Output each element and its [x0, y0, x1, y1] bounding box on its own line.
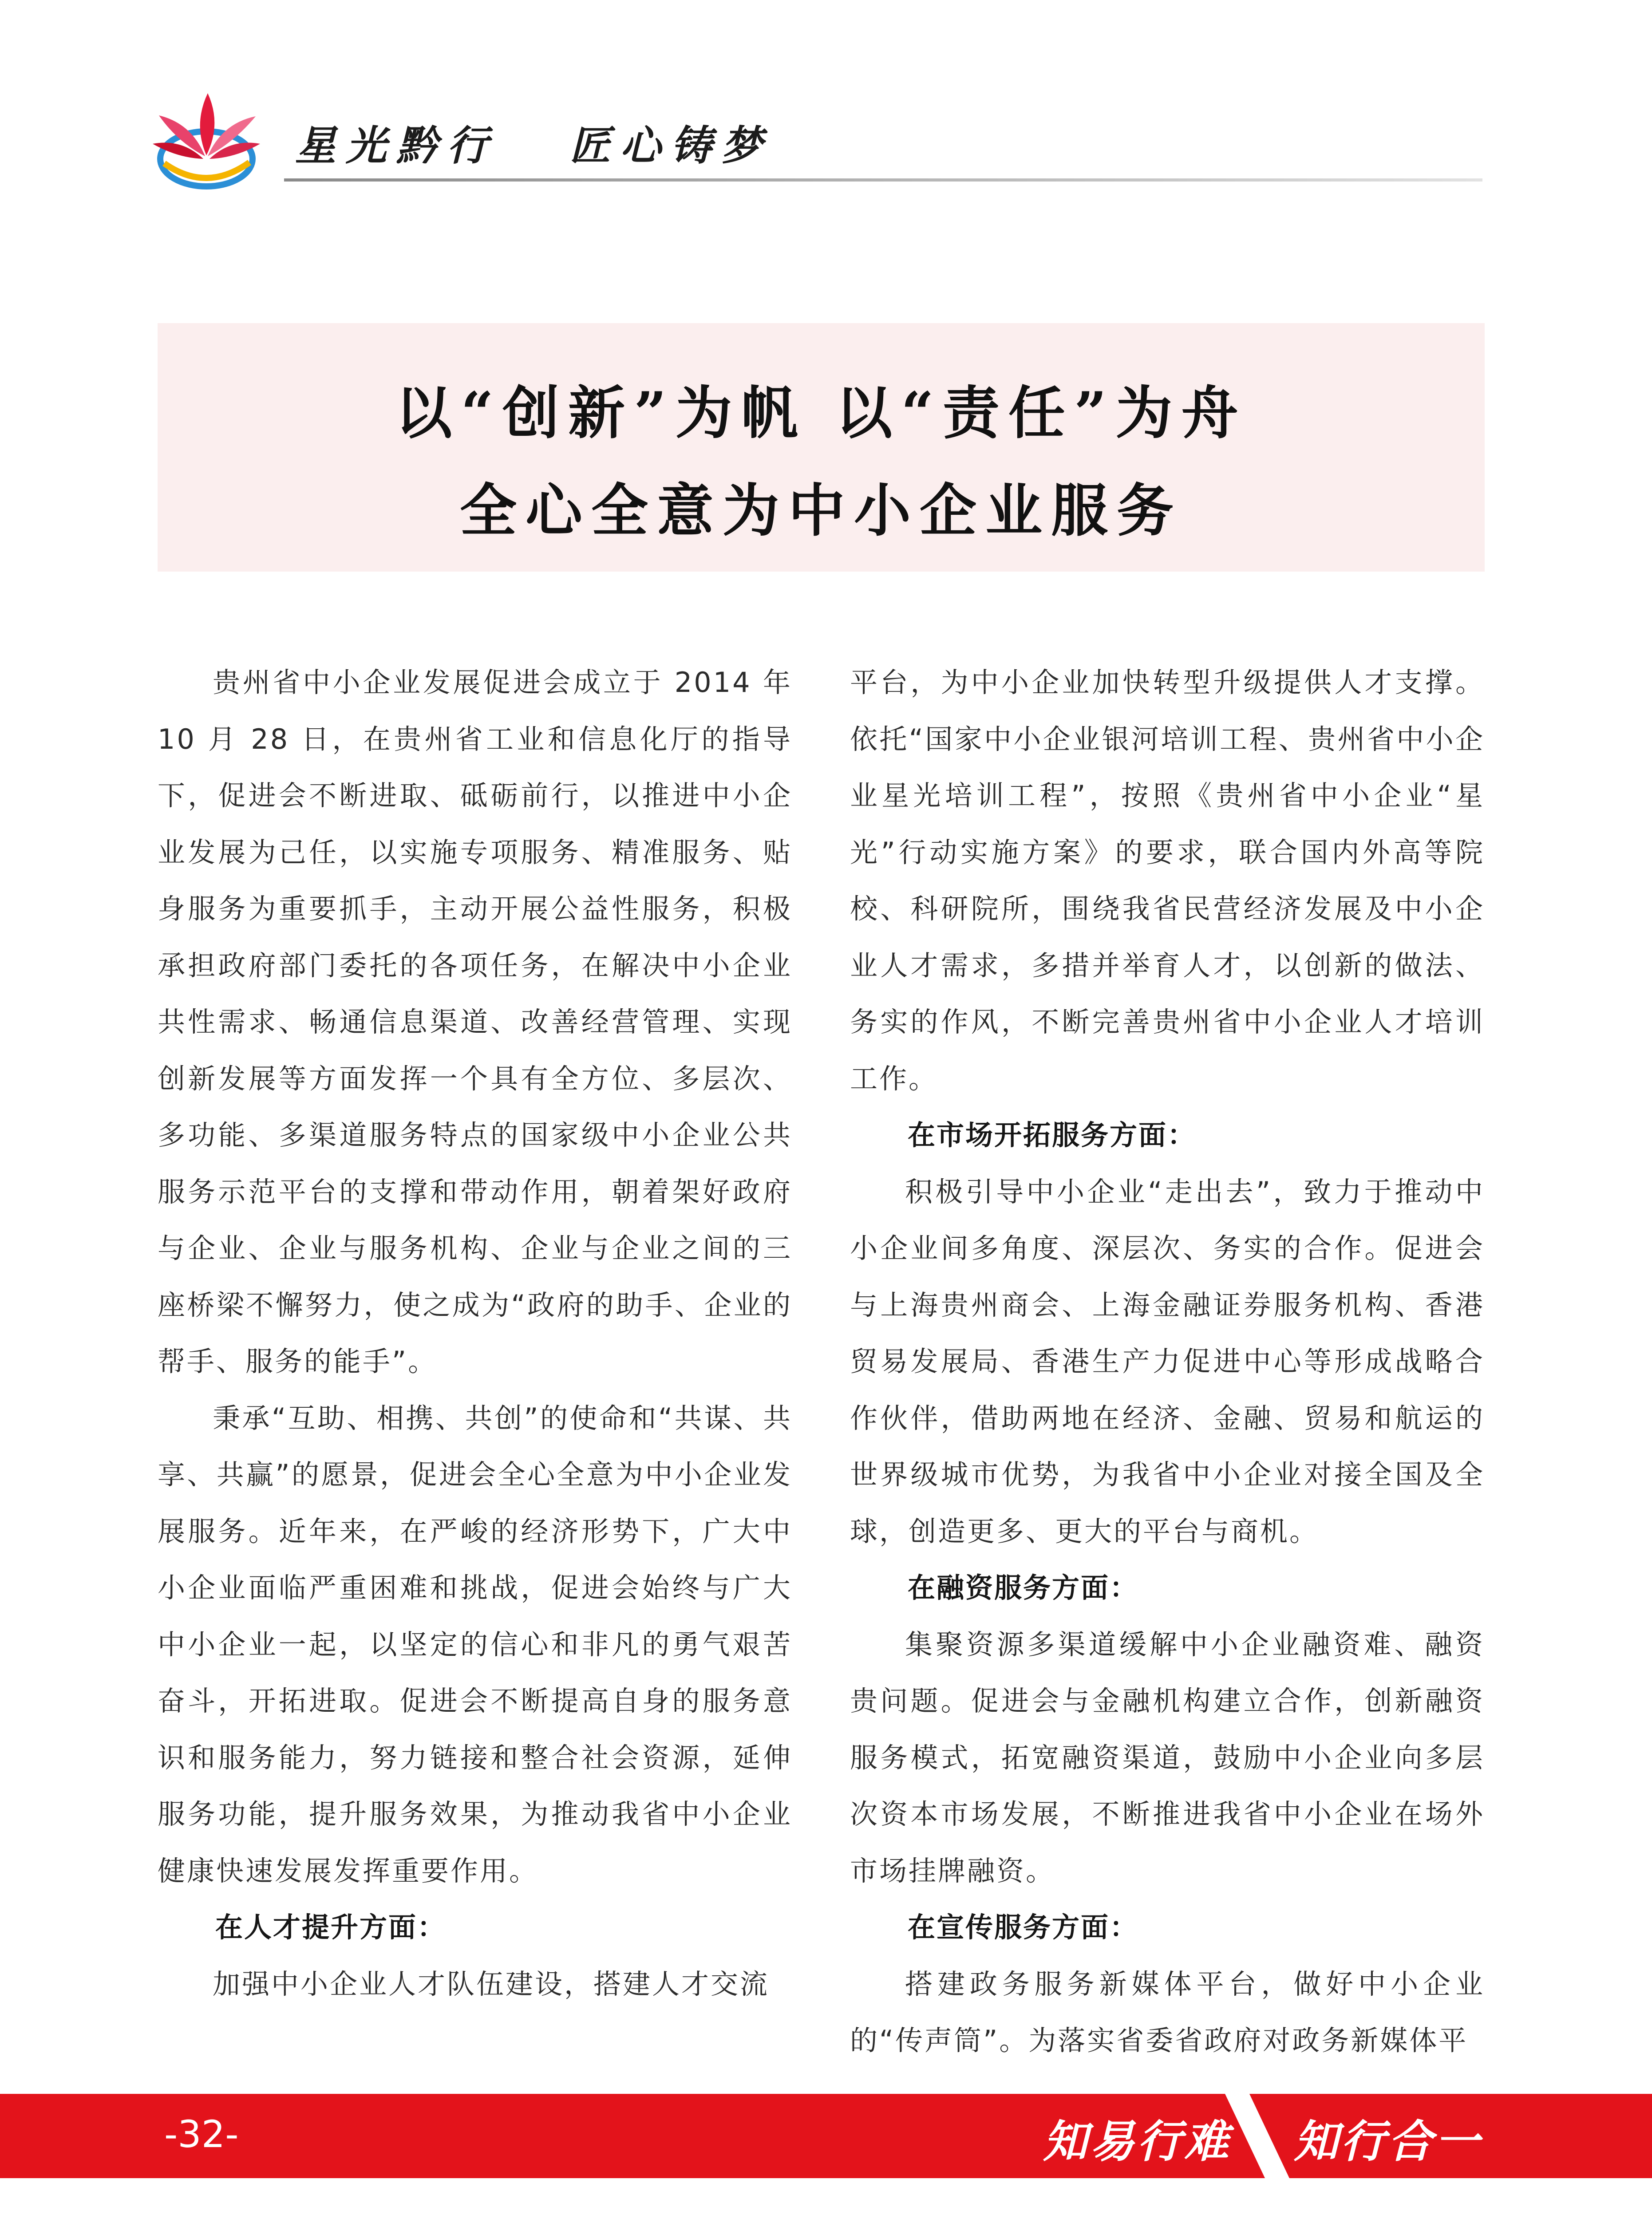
title-box [158, 323, 1485, 572]
section-heading-talent: 在人才提升方面： [215, 1911, 447, 1943]
footer-slogan-left: 知易行难 [1043, 2115, 1231, 2168]
left-column [158, 654, 792, 2012]
article-title-line-2: 全心全意为中小企业服务 [459, 478, 1182, 544]
lotus-logo-icon [151, 89, 262, 191]
paragraph: 积极引导中小企业“走出去”，致力于推动中小企业间多角度、深层次、务实的合作。促进会与上海贵州商会、上海金融证券服务机构、香港贸易发展局、香港生产力促进中心等形成战略合作伙伴，借助两地在经济、金融、贸易和航运的世界级城市优势，为我省中小企业对接全国及全球，创造更多、更大的平台与商机。 [850, 1175, 1485, 1548]
article-title-line-1: 以“创新”为帆 以“责任”为舟 [395, 380, 1247, 446]
header-slogan: 星光黔行 匠心铸梦 [295, 122, 772, 170]
footer-slogan-right: 知行合一 [1294, 2115, 1482, 2168]
paragraph: 加强中小企业人才队伍建设，搭建人才交流 [213, 1967, 770, 2000]
paragraph-continued: 平台，为中小企业加快转型升级提供人才支撑。依托“国家中小企业银河培训工程、贵州省中小企业星光培训工程”，按照《贵州省中小企业“星光”行动实施方案》的要求，联合国内外高等院校、科研院所，围绕我省民营经济发展及中小企业人才需求，多措并举育人才，以创新的做法、务实的作风，不断完善贵州省中小企业人才培训工作。 [850, 666, 1485, 1095]
paragraph: 秉承“互助、相携、共创”的使命和“共谋、共享、共赢”的愿景，促进会全心全意为中小企业发展服务。近年来，在严峻的经济形势下，广大中小企业面临严重困难和挑战，促进会始终与广大中小企业一起，以坚定的信心和非凡的勇气艰苦奋斗，开拓进取。促进会不断提高自身的服务意识和服务能力，努力链接和整合社会资源，延伸服务功能，提升服务效果，为推动我省中小企业健康快速发展发挥重要作用。 [158, 1402, 792, 1887]
paragraph: 搭建政务服务新媒体平台，做好中小企业的“传声筒”。为落实省委省政府对政务新媒体平 [850, 1967, 1485, 2057]
header-divider [284, 178, 1482, 182]
footer-divider-shape [1225, 2094, 1292, 2178]
paragraph: 贵州省中小企业发展促进会成立于 2014 年 10 月 28 日，在贵州省工业和信息化厅的指导下，促进会不断进取、砥砺前行，以推进中小企业发展为己任，以实施专项服务、精准服务、贴身服务为重要抓手，主动开展公益性服务，积极承担政府部门委托的各项任务，在解决中小企业共性需求、畅通信息渠道、改善经营管理、实现创新发展等方面发挥一个具有全方位、多层次、多功能、多渠道服务特点的国家级中小企业公共服务示范平台的支撑和带动作用，朝着架好政府与企业、企业与服务机构、企业与企业之间的三座桥梁不懈努力，使之成为“政府的助手、企业的帮手、服务的能手”。 [158, 666, 792, 1378]
section-heading-publicity: 在宣传服务方面： [908, 1911, 1139, 1943]
section-heading-financing: 在融资服务方面： [908, 1571, 1139, 1604]
right-column [850, 654, 1485, 2069]
paragraph: 集聚资源多渠道缓解中小企业融资难、融资贵问题。促进会与金融机构建立合作，创新融资服务模式，拓宽融资渠道，鼓励中小企业向多层次资本市场发展，不断推进我省中小企业在场外市场挂牌融资。 [850, 1628, 1485, 1887]
section-heading-market: 在市场开拓服务方面： [908, 1119, 1197, 1151]
page-number: -32- [164, 2112, 239, 2156]
